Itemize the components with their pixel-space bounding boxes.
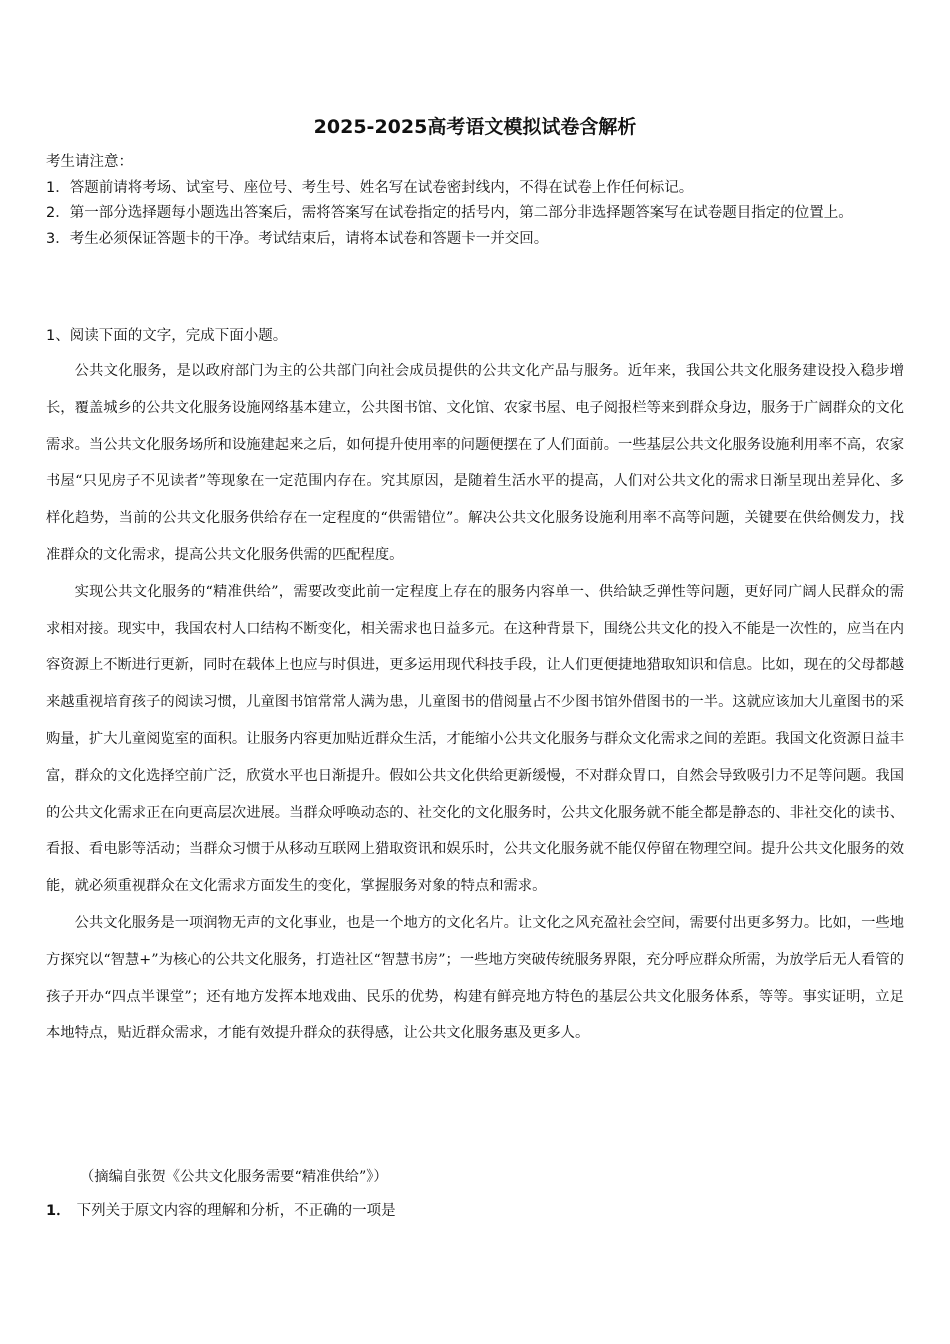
page-title: 2025-2025高考语文模拟试卷含解析 <box>313 116 637 138</box>
passage-source: （摘编自张贺《公共文化服务需要“精准供给”》） <box>80 1169 388 1185</box>
passage-paragraph: 公共文化服务是一项润物无声的文化事业，也是一个地方的文化名片。让文化之风充盈社会空间，需要付出更多努力。比如，一些地方探究以“智慧+”为核心的公共文化服务，打造社区“智慧书房”；一些地方突破传统服务界限，充分呼应群众所需，为放学后无人看管的孩子开办“四点半课堂”；还有地方发挥本地戏曲、民乐的优势，构建有鲜亮地方特色的基层公共文化服务体系，等等。事实证明，立足本地特点，贴近群众需求，才能有效提升群众的获得感，让公共文化服务惠及更多人。 <box>46 914 904 1042</box>
notice-section <box>46 150 906 252</box>
sub-question-number: 1． <box>46 1203 71 1219</box>
passage-paragraph: 实现公共文化服务的“精准供给”，需要改变此前一定程度上存在的服务内容单一、供给缺乏弹性等问题，更好同广阔人民群众的需求相对接。现实中，我国农村人口结构不断变化，相关需求也日益多元。在这种背景下，围绕公共文化的投入不能是一次性的，应当在内容资源上不断进行更新，同时在载体上也应与时俱进，更多运用现代科技手段，让人们更便捷地猎取知识和信息。比如，现在的父母都越来越重视培育孩子的阅读习惯，儿童图书馆常常人满为患，儿童图书的借阅量占不少图书馆外借图书的一半。这就应该加大儿童图书的采购量，扩大儿童阅览室的面积。让服务内容更加贴近群众生活，才能缩小公共文化服务与群众文化需求之间的差距。我国文化资源日益丰富，群众的文化选择空前广泛，欣赏水平也日渐提升。假如公共文化供给更新缓慢，不对群众胃口，自然会导致吸引力不足等问题。我国的公共文化需求正在向更高层次进展。当群众呼唤动态的、社交化的文化服务时，公共文化服务就不能全都是静态的、非社交化的读书、看报、看电影等活动；当群众习惯于从移动互联网上猎取资讯和娱乐时，公共文化服务就不能仅停留在物理空间。提升公共文化服务的效能，就必须重视群众在文化需求方面发生的变化，掌握服务对象的特点和需求。 <box>46 583 904 895</box>
sub-question-text: 下列关于原文内容的理解和分析，不正确的一项是 <box>76 1203 396 1219</box>
notice-heading: 考生请注意： <box>46 154 133 170</box>
question-intro: 1、阅读下面的文字，完成下面小题。 <box>46 328 288 344</box>
notice-item: 2．第一部分选择题每小题选出答案后，需将答案写在试卷指定的括号内，第二部分非选择题答案写在试卷题目指定的位置上。 <box>46 205 853 221</box>
notice-item: 1．答题前请将考场、试室号、座位号、考生号、姓名写在试卷密封线内，不得在试卷上作任何标记。 <box>46 179 694 196</box>
passage-paragraph: 公共文化服务，是以政府部门为主的公共部门向社会成员提供的公共文化产品与服务。近年来，我国公共文化服务建设投入稳步增长，覆盖城乡的公共文化服务设施网络基本建立，公共图书馆、文化馆、农家书屋、电子阅报栏等来到群众身边，服务于广阔群众的文化需求。当公共文化服务场所和设施建起来之后，如何提升使用率的问题便摆在了人们面前。一些基层公共文化服务设施利用率不高，农家书屋“只见房子不见读者”等现象在一定范围内存在。究其原因，是随着生活水平的提高，人们对公共文化的需求日渐呈现出差异化、多样化趋势，当前的公共文化服务供给存在一定程度的“供需错位”。解决公共文化服务设施利用率不高等问题，关键要在供给侧发力，找准群众的文化需求，提高公共文化服务供需的匹配程度。 <box>46 363 904 563</box>
notice-item: 3．考生必须保证答题卡的干净。考试结束后，请将本试卷和答题卡一并交回。 <box>46 230 549 247</box>
reading-passage <box>46 353 904 1052</box>
sub-question <box>46 1199 396 1223</box>
